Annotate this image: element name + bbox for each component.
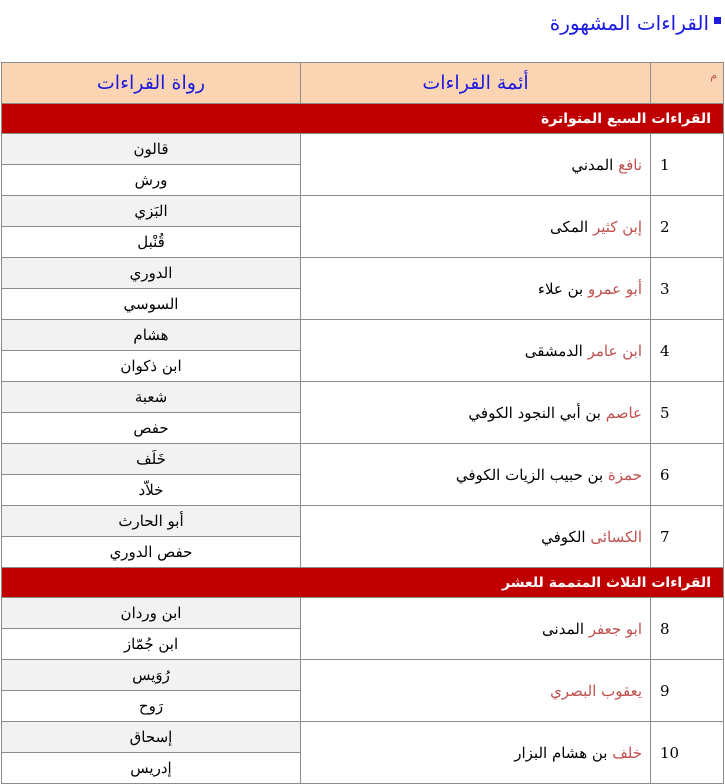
section-title: القراءات الثلاث المتممة للعشر — [2, 568, 724, 598]
rawi-name: ابن ذكوان — [2, 351, 301, 382]
imam-first-name: حمزة — [607, 465, 642, 484]
rawi-name: ابن وردان — [2, 598, 301, 629]
page-title — [550, 8, 721, 38]
row-number: 8 — [651, 598, 724, 660]
header-imams: أئمة القراءات — [301, 63, 651, 104]
readings-table — [1, 62, 724, 784]
table-row — [2, 660, 724, 691]
imam-name — [301, 320, 651, 382]
rawi-name: قُنْبل — [2, 227, 301, 258]
imam-rest-name: الدمشقى — [524, 341, 588, 360]
page-title-text: القراءات المشهورة — [549, 11, 709, 35]
rawi-name: السوسي — [2, 289, 301, 320]
row-number: 7 — [651, 506, 724, 568]
imam-first-name: ابن عامر — [587, 341, 642, 360]
section-title: القراءات السبع المتواترة — [2, 104, 724, 134]
imam-rest-name: بن حبيب الزيات الكوفي — [455, 465, 608, 484]
imam-name — [301, 660, 651, 722]
table-row — [2, 382, 724, 413]
rawi-name: أبو الحارث — [2, 506, 301, 537]
section-row — [2, 104, 724, 134]
imam-name — [301, 722, 651, 784]
table-row — [2, 506, 724, 537]
imam-rest-name: المدنى — [542, 619, 589, 638]
rawi-name: حفص — [2, 413, 301, 444]
imam-rest-name: المدني — [571, 155, 619, 174]
row-number: 9 — [651, 660, 724, 722]
rawi-name: رَوح — [2, 691, 301, 722]
table-header-row — [2, 63, 724, 104]
imam-name — [301, 196, 651, 258]
table-row — [2, 722, 724, 753]
rawi-name: حفص الدوري — [2, 537, 301, 568]
row-number: 1 — [651, 134, 724, 196]
table-row — [2, 196, 724, 227]
rawi-name: الدوري — [2, 258, 301, 289]
row-number: 2 — [651, 196, 724, 258]
imam-first-name: يعقوب البصري — [550, 681, 642, 700]
imam-first-name: إبن كثير — [593, 217, 642, 236]
imam-first-name: الكسائى — [590, 527, 642, 546]
row-number: 4 — [651, 320, 724, 382]
rawi-name: رُوَيس — [2, 660, 301, 691]
imam-first-name: أبو عمرو — [587, 279, 642, 298]
header-number: م — [651, 63, 724, 104]
rawi-name: إدريس — [2, 753, 301, 784]
rawi-name: شعبة — [2, 382, 301, 413]
rawi-name: خلاّد — [2, 475, 301, 506]
rawi-name: خَلَف — [2, 444, 301, 475]
imam-rest-name: الكوفي — [541, 527, 591, 546]
imam-rest-name: بن علاء — [537, 279, 588, 298]
square-bullet-icon — [714, 17, 721, 24]
row-number: 3 — [651, 258, 724, 320]
imam-name — [301, 444, 651, 506]
imam-rest-name: بن أبي النجود الكوفي — [468, 403, 606, 422]
row-number: 6 — [651, 444, 724, 506]
imam-first-name: ابو جعفر — [588, 619, 642, 638]
table-row — [2, 598, 724, 629]
table-row — [2, 258, 724, 289]
imam-rest-name: المكى — [550, 217, 593, 236]
imam-first-name: عاصم — [605, 403, 642, 422]
imam-name — [301, 598, 651, 660]
rawi-name: ابن جُمّاز — [2, 629, 301, 660]
rawi-name: هشام — [2, 320, 301, 351]
imam-first-name: نافع — [618, 155, 642, 174]
section-row — [2, 568, 724, 598]
imam-name — [301, 258, 651, 320]
rawi-name: ورش — [2, 165, 301, 196]
row-number: 10 — [651, 722, 724, 784]
rawi-name: إسحاق — [2, 722, 301, 753]
rawi-name: قالون — [2, 134, 301, 165]
rawi-name: البَزي — [2, 196, 301, 227]
imam-first-name: خلف — [612, 743, 642, 762]
table-row — [2, 320, 724, 351]
table-row — [2, 134, 724, 165]
imam-name — [301, 506, 651, 568]
header-rawis: رواة القراءات — [2, 63, 301, 104]
table-row — [2, 444, 724, 475]
imam-rest-name: بن هشام البزار — [514, 743, 613, 762]
imam-name — [301, 382, 651, 444]
row-number: 5 — [651, 382, 724, 444]
imam-name — [301, 134, 651, 196]
